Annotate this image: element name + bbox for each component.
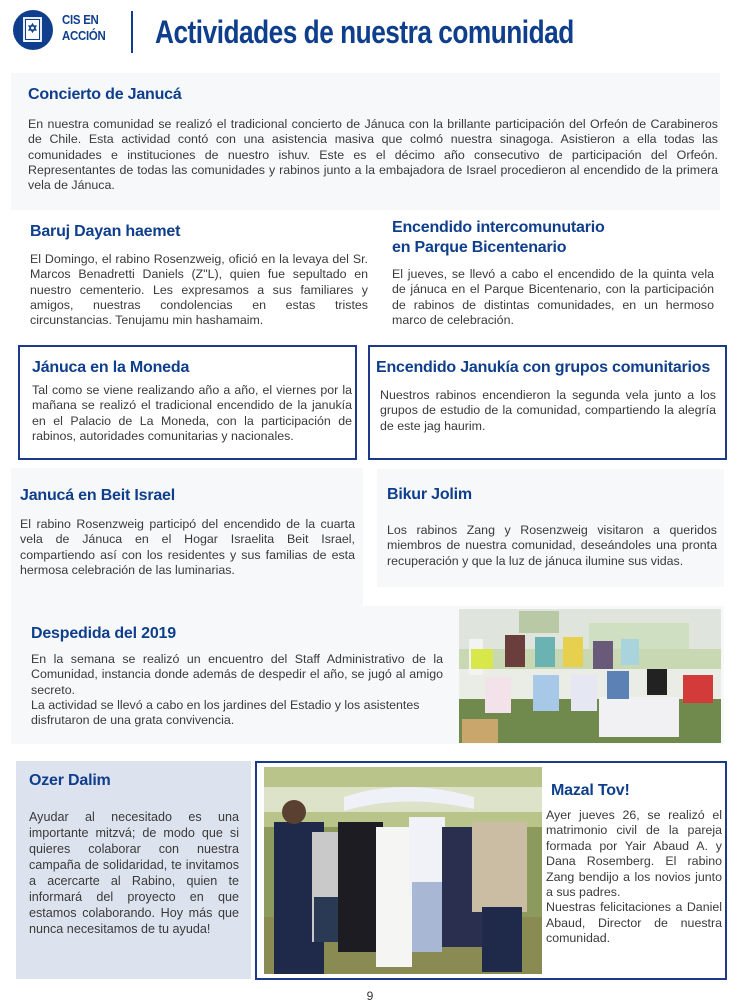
header-divider xyxy=(131,11,133,53)
logo-icon xyxy=(13,10,53,50)
article-grupos xyxy=(368,345,727,460)
page-number: 9 xyxy=(366,989,374,1003)
article-body-paragraph-1: Ayer jueves 26, se realizó el matrimonio civil de la pareja formada por Yair Abaud A. y Dana Rosemberg. El rabino Zang bendijo a los novios junto a sus padres. xyxy=(546,808,722,900)
article-title: Concierto de Janucá xyxy=(28,86,182,103)
article-baruj xyxy=(18,218,370,336)
article-title: Despedida del 2019 xyxy=(31,625,176,642)
article-body: En nuestra comunidad se realizó el tradicional concierto de Jánuca con la brillante participación del Orfeón de Carabineros de Chile. Esta actividad contó con una asistencia masiva que colmó nuestra sinagoga. Asistieron a ella todas las comunidades e instituciones de nuestro ishuv. Este es el décimo año consecutivo de participación del Orfeón. Representantes de todas las comunidades y rabinos junto a la embajadora de Israel procedieron al encendido de la primera vela de Jánuca. xyxy=(28,117,718,193)
staff-group-photo xyxy=(459,609,721,743)
article-title: Jánuca en la Moneda xyxy=(32,359,190,376)
article-ozer-dalim xyxy=(16,761,251,979)
article-body xyxy=(546,808,722,947)
article-body: Ayudar al necesitado es una importante mitzvá; de modo que si quieres colaborar con nuestra campaña de solidaridad, te invitamos a acercarte al Rabino, quien te informará del proyecto en que estamos colaborando. Hoy más que nunca necesitamos de tu ayuda! xyxy=(29,810,239,936)
article-body: El Domingo, el rabino Rosenzweig, ofició en la levaya del Sr. Marcos Benadretti Daniels (Z"L), quien fue sepultado en nuestro cementerio. Les expresamos a sus familiares y amigos, nuestras condolencias en estas tristes circunstancias. Tenujamu min hashamaim. xyxy=(30,252,368,328)
article-body: Tal como se viene realizando año a año, el viernes por la mañana se realizó el tradicional encendido de la janukía en el Palacio de La Moneda, con la participación de rabinos, autoridades comunitarias y nacionales. xyxy=(32,383,352,443)
article-title: Bikur Jolim xyxy=(387,486,472,503)
article-body xyxy=(31,652,443,728)
article-title-line-2: en Parque Bicentenario xyxy=(392,239,567,256)
article-body: El jueves, se llevó a cabo el encendido de la quinta vela de jánuca en el Parque Bicentenario, con la participación de rabinos de distintas comunidades, en un hermoso marco de celebración. xyxy=(392,267,714,327)
article-moneda xyxy=(18,345,357,460)
article-title: Baruj Dayan haemet xyxy=(30,223,181,240)
article-title: Ozer Dalim xyxy=(29,772,111,789)
article-body-paragraph-2: Nuestras felicitaciones a Daniel Abaud, Director de nuestra comunidad. xyxy=(546,900,722,946)
article-mazal-tov xyxy=(255,761,727,980)
article-bikur-jolim xyxy=(377,469,724,587)
wedding-photo-image xyxy=(264,767,542,974)
article-title: Janucá en Beit Israel xyxy=(20,487,175,504)
article-title: Encendido Janukía con grupos comunitarios xyxy=(376,359,711,376)
brand-line-1: CIS EN xyxy=(62,12,99,27)
article-body: Los rabinos Zang y Rosenzweig visitaron a queridos miembros de nuestra comunidad, deseándoles una pronta recuperación y que la luz de jánuca ilumine sus vidas. xyxy=(387,523,717,568)
group-photo-image xyxy=(459,609,721,743)
book-star-of-david-icon xyxy=(13,10,53,50)
article-concierto xyxy=(11,73,720,210)
wedding-blessing-photo xyxy=(264,767,542,974)
article-title-line-1: Encendido intercomunutario xyxy=(392,219,605,236)
brand-line-2: ACCIÓN xyxy=(62,28,106,43)
article-body-paragraph-2: La actividad se llevó a cabo en los jardines del Estadio y los asistentes disfrutaron de una grata convivencia. xyxy=(31,697,420,728)
article-encendido-parque xyxy=(380,212,720,334)
article-body: El rabino Rosenzweig participó del encendido de la cuarta vela de Jánuca en el Hogar Israelita Beit Israel, compartiendo así con los residentes y sus familias de esta hermosa celebración de las luminarias. xyxy=(20,517,355,577)
article-beit-israel xyxy=(11,468,363,613)
article-title: Mazal Tov! xyxy=(551,782,630,799)
article-body-paragraph-1: En la semana se realizó un encuentro del Staff Administrativo de la Comunidad, instancia donde además de despedir el año, se jugó al amigo secreto. xyxy=(31,652,443,697)
page-title: Actividades de nuestra comunidad xyxy=(155,14,574,50)
article-body: Nuestros rabinos encendieron la segunda vela junto a los grupos de estudio de la comunidad, compartiendo la alegría de este jag haurim. xyxy=(380,388,716,433)
article-title xyxy=(392,218,605,258)
brand-label xyxy=(62,12,106,44)
